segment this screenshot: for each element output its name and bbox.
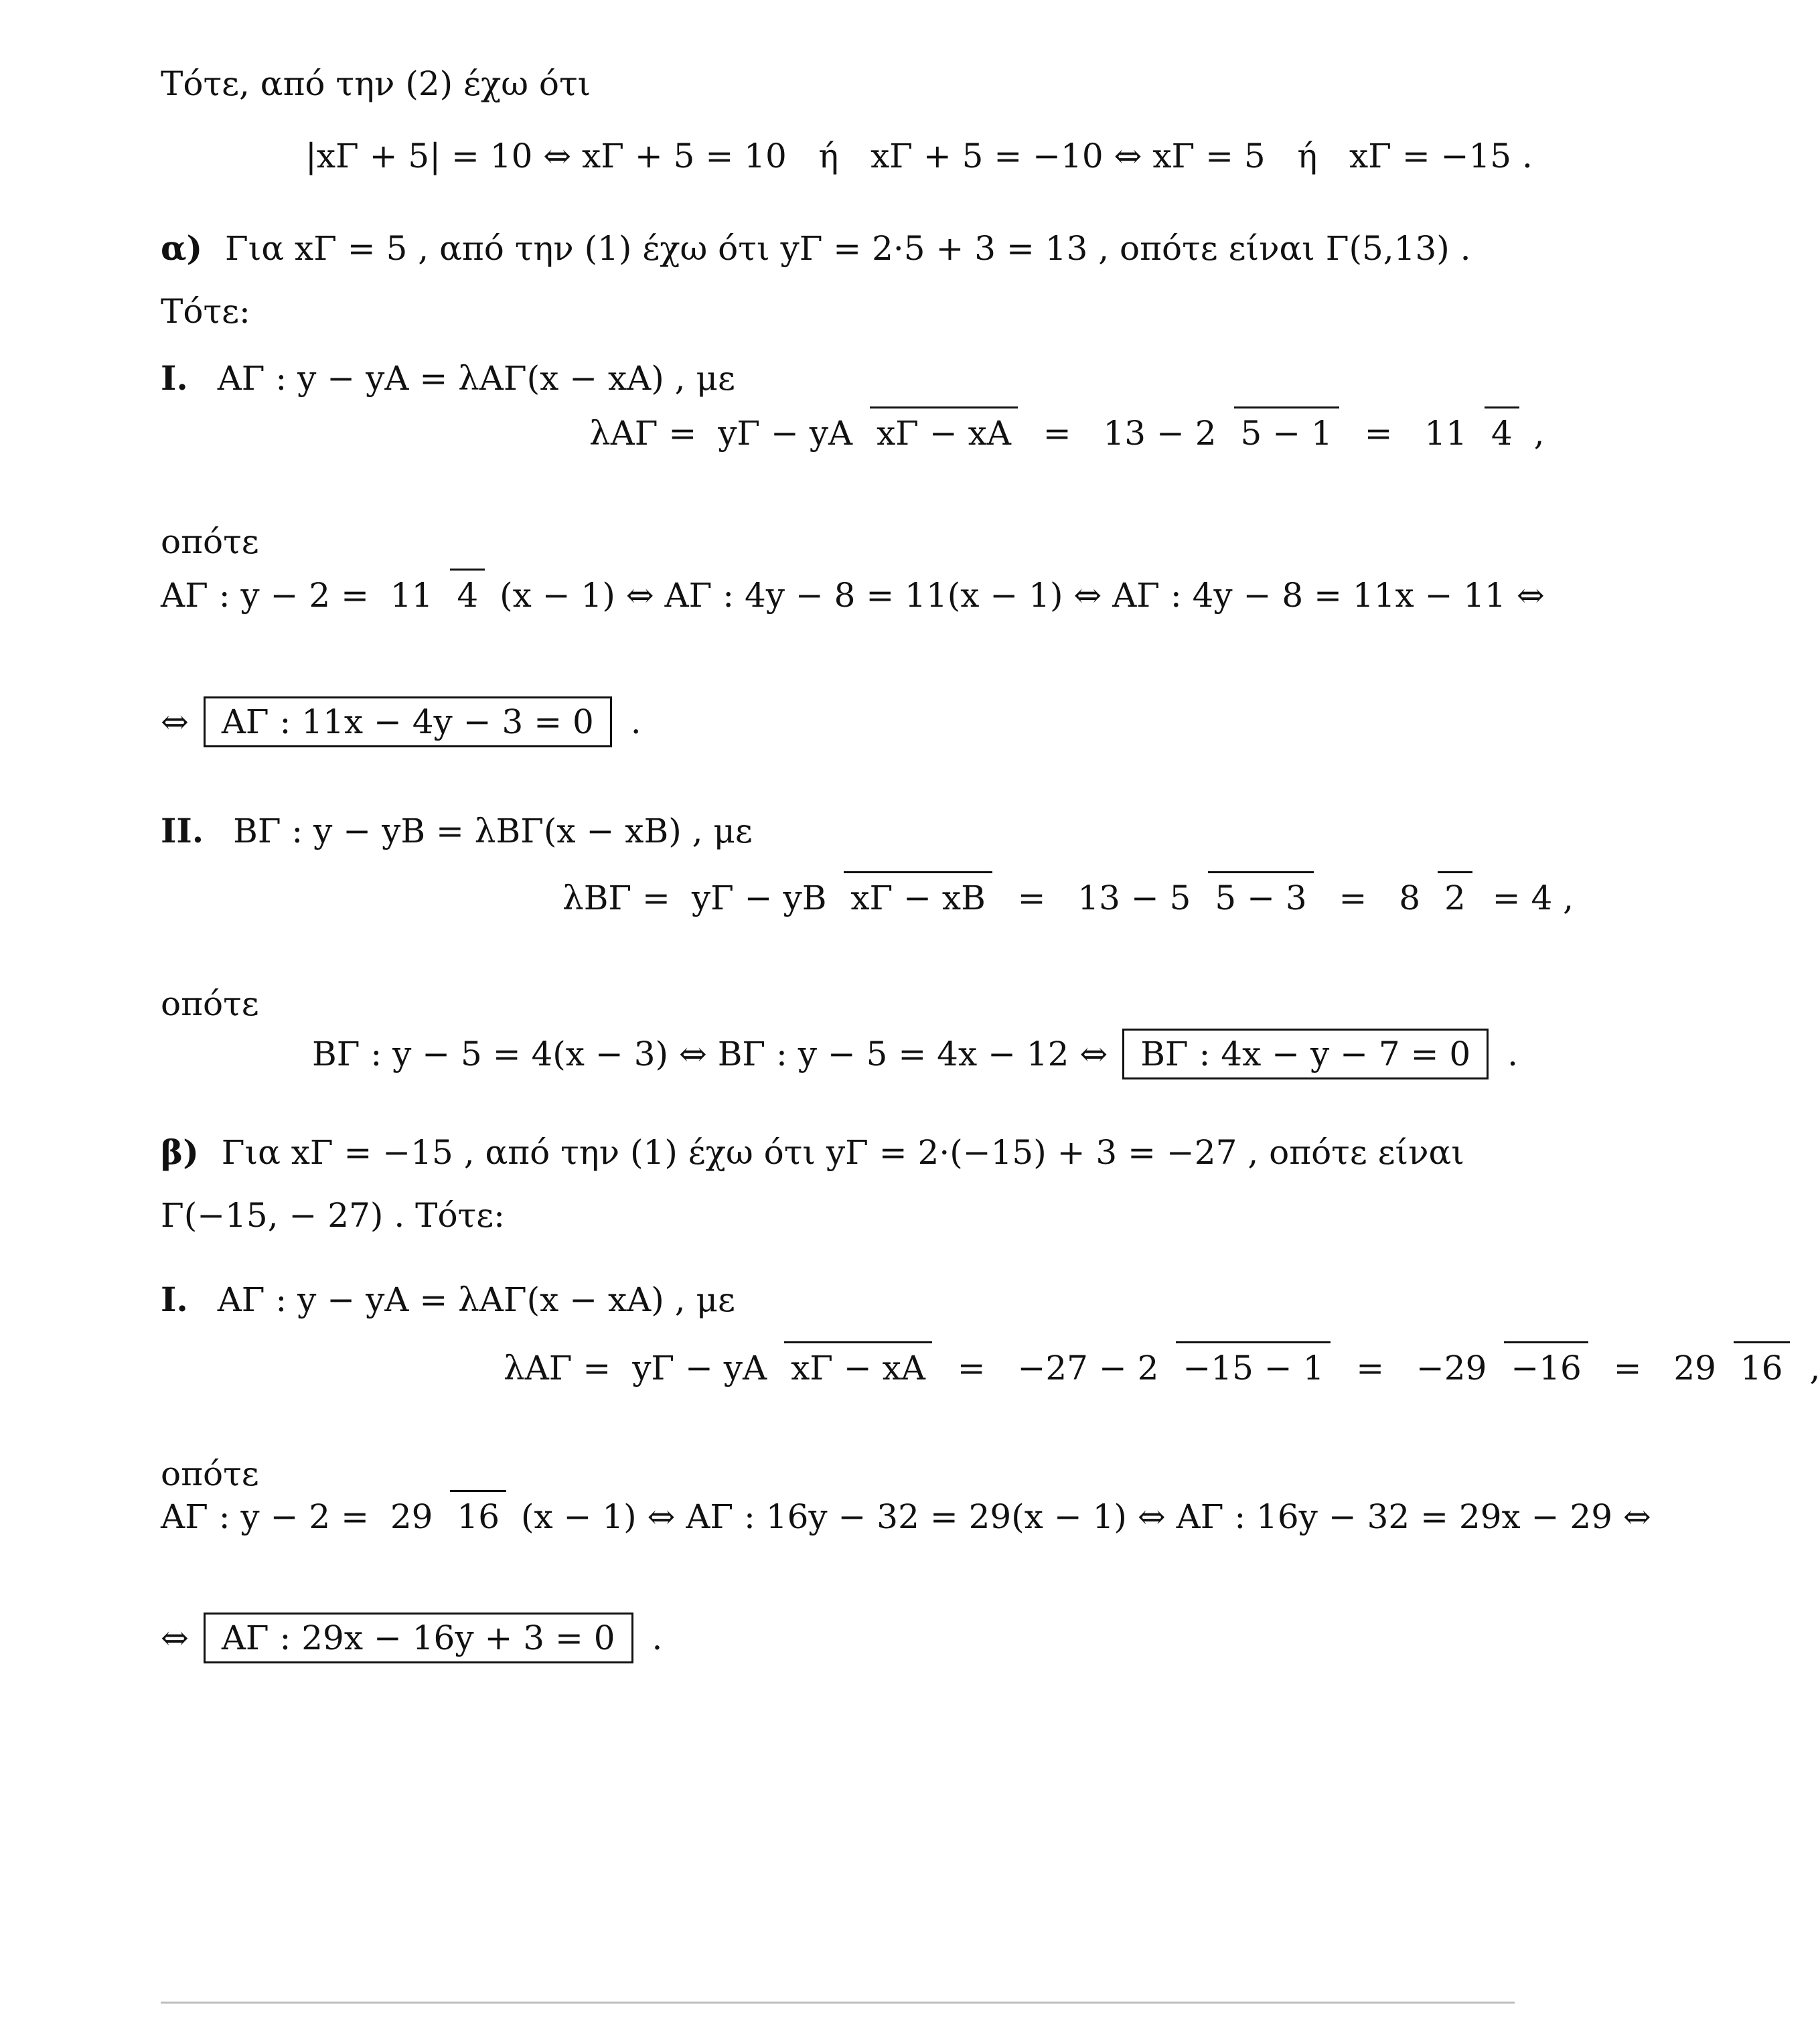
line-ag-alpha-derivation: [161, 576, 1545, 615]
result-prefix: ⇔: [161, 702, 189, 741]
fraction-numerator: 11: [390, 576, 433, 615]
boxed-result: ΑΓ : 29x − 16y + 3 = 0: [204, 1613, 633, 1663]
fraction-denominator: xΓ − xΒ: [844, 871, 992, 917]
equation-tail: ,: [1533, 414, 1545, 453]
therefore-line: [161, 522, 259, 561]
therefore-line: [161, 1454, 259, 1491]
derivation-tail: (x − 1) ⇔ ΑΓ : 4y − 8 = 11(x − 1) ⇔ ΑΓ : 4y − 8 = 11x − 11 ⇔: [500, 576, 1545, 615]
derivation-tail: (x − 1) ⇔ ΑΓ : 16y − 32 = 29(x − 1) ⇔ ΑΓ : 16y − 32 = 29x − 29 ⇔: [520, 1497, 1651, 1536]
fraction-denominator: 4: [450, 569, 485, 615]
result-suffix: .: [1507, 1035, 1518, 1073]
derivation-lhs: ΑΓ : y − 2 =: [161, 576, 369, 615]
derivation-lhs: ΑΓ : y − 2 =: [161, 1497, 369, 1536]
equals-sign: =: [1328, 879, 1378, 917]
alpha-part-i-label: I.: [161, 358, 188, 398]
point-gamma-beta-line: [161, 1196, 505, 1235]
case-beta-line: [161, 1132, 1464, 1172]
fraction-numerator: 29: [1673, 1349, 1716, 1388]
footer-divider: [161, 2002, 1515, 2004]
fraction-denominator: 16: [450, 1490, 506, 1536]
therefore-text: οπότε: [161, 1454, 259, 1493]
fraction: [1096, 414, 1339, 453]
fraction-denominator: −15 − 1: [1176, 1341, 1331, 1388]
result-prefix: ⇔: [161, 1619, 189, 1657]
fraction: [1410, 1349, 1588, 1388]
fraction: [1010, 1349, 1331, 1388]
fraction-denominator: 16: [1734, 1341, 1790, 1388]
line-bg-result: [312, 1029, 1518, 1079]
boxed-result: ΒΓ : 4x − y − 7 = 0: [1122, 1029, 1489, 1079]
beta-part-i-label: I.: [161, 1280, 188, 1319]
alpha-part-ii-label: II.: [161, 811, 204, 850]
slope-ag-beta-equation: [504, 1349, 1820, 1388]
fraction-denominator: 5 − 1: [1234, 406, 1339, 453]
case-beta-label: β): [161, 1132, 199, 1172]
fraction: [384, 1497, 506, 1536]
alpha-part-i-text: ΑΓ : y − yΑ = λΑΓ(x − xΑ) , με: [217, 359, 735, 398]
result-prefix: ΒΓ : y − 5 = 4(x − 3) ⇔ ΒΓ : y − 5 = 4x − 12 ⇔: [312, 1035, 1108, 1073]
alpha-part-ii-line: [161, 812, 753, 848]
therefore-line: [161, 984, 259, 1021]
fraction: [685, 881, 992, 915]
then-text: Τότε:: [161, 292, 250, 331]
point-gamma-beta-text: Γ(−15, − 27) . Τότε:: [161, 1196, 505, 1235]
result-suffix: .: [630, 702, 641, 741]
alpha-part-ii-text: ΒΓ : y − yΒ = λΒΓ(x − xΒ) , με: [233, 812, 753, 850]
fraction-denominator: 4: [1485, 406, 1519, 453]
fraction-denominator: −16: [1504, 1341, 1588, 1388]
slope-lhs: λΑΓ =: [589, 414, 697, 453]
case-alpha-text: Για xΓ = 5 , από την (1) έχω ότι yΓ = 2·5 + 3 = 13 , οπότε είναι Γ(5,13) .: [225, 229, 1471, 268]
fraction: [1071, 881, 1313, 915]
then-line: [161, 292, 250, 331]
fraction: [384, 576, 485, 615]
slope-lhs: λΒΓ =: [562, 879, 670, 917]
equation-tail: = 4 ,: [1492, 879, 1574, 917]
therefore-text: οπότε: [161, 522, 259, 561]
fraction-numerator: yΓ − yΑ: [632, 1349, 767, 1388]
alpha-part-i-line: [161, 358, 735, 398]
boxed-result: ΑΓ : 11x − 4y − 3 = 0: [204, 696, 612, 747]
fraction: [1418, 414, 1519, 453]
fraction-numerator: 8: [1399, 879, 1421, 917]
fraction-numerator: yΓ − yΒ: [691, 879, 827, 917]
fraction: [1392, 881, 1472, 915]
fraction-numerator: −27 − 2: [1017, 1349, 1159, 1388]
fraction-numerator: yΓ − yΑ: [718, 414, 853, 453]
intro-line: [161, 64, 591, 103]
case-alpha-line: [161, 228, 1471, 268]
fraction: [625, 1349, 932, 1388]
case-beta-text: Για xΓ = −15 , από την (1) έχω ότι yΓ = 2·(−15) + 3 = −27 , οπότε είναι: [221, 1133, 1464, 1172]
line-ag-beta-result: [161, 1613, 662, 1663]
slope-ag-alpha-equation: [589, 414, 1545, 453]
equals-sign: =: [1345, 1349, 1395, 1388]
case-alpha-label: α): [161, 228, 203, 268]
fraction-numerator: 13 − 5: [1077, 879, 1191, 917]
slope-bg-equation: [562, 879, 1574, 915]
equals-sign: =: [1353, 414, 1404, 453]
equals-sign: =: [1602, 1349, 1653, 1388]
fraction-denominator: 2: [1438, 871, 1472, 917]
fraction-numerator: −29: [1416, 1349, 1487, 1388]
absolute-value-equation: [305, 137, 1533, 173]
fraction-numerator: 13 − 2: [1103, 414, 1217, 453]
therefore-text: οπότε: [161, 984, 259, 1023]
beta-part-i-text: ΑΓ : y − yΑ = λΑΓ(x − xΑ) , με: [217, 1280, 735, 1319]
equals-sign: =: [1006, 879, 1057, 917]
equals-sign: =: [946, 1349, 996, 1388]
line-ag-alpha-result: [161, 696, 641, 747]
absolute-value-text: |xΓ + 5| = 10 ⇔ xΓ + 5 = 10 ή xΓ + 5 = −10 ⇔ xΓ = 5 ή xΓ = −15 .: [305, 137, 1533, 175]
fraction-numerator: 11: [1424, 414, 1467, 453]
fraction-numerator: 29: [390, 1497, 433, 1536]
intro-text: Τότε, από την (2) έχω ότι: [161, 64, 591, 103]
result-suffix: .: [652, 1619, 663, 1657]
equation-tail: ,: [1809, 1349, 1820, 1388]
fraction-denominator: xΓ − xΑ: [870, 406, 1018, 453]
line-ag-beta-derivation: [161, 1497, 1651, 1536]
equals-sign: =: [1032, 414, 1082, 453]
fraction-denominator: 5 − 3: [1208, 871, 1313, 917]
fraction: [1667, 1349, 1789, 1388]
beta-part-i-line: [161, 1280, 735, 1317]
fraction: [711, 414, 1018, 453]
fraction-denominator: xΓ − xΑ: [784, 1341, 932, 1388]
slope-lhs: λΑΓ =: [504, 1349, 611, 1388]
